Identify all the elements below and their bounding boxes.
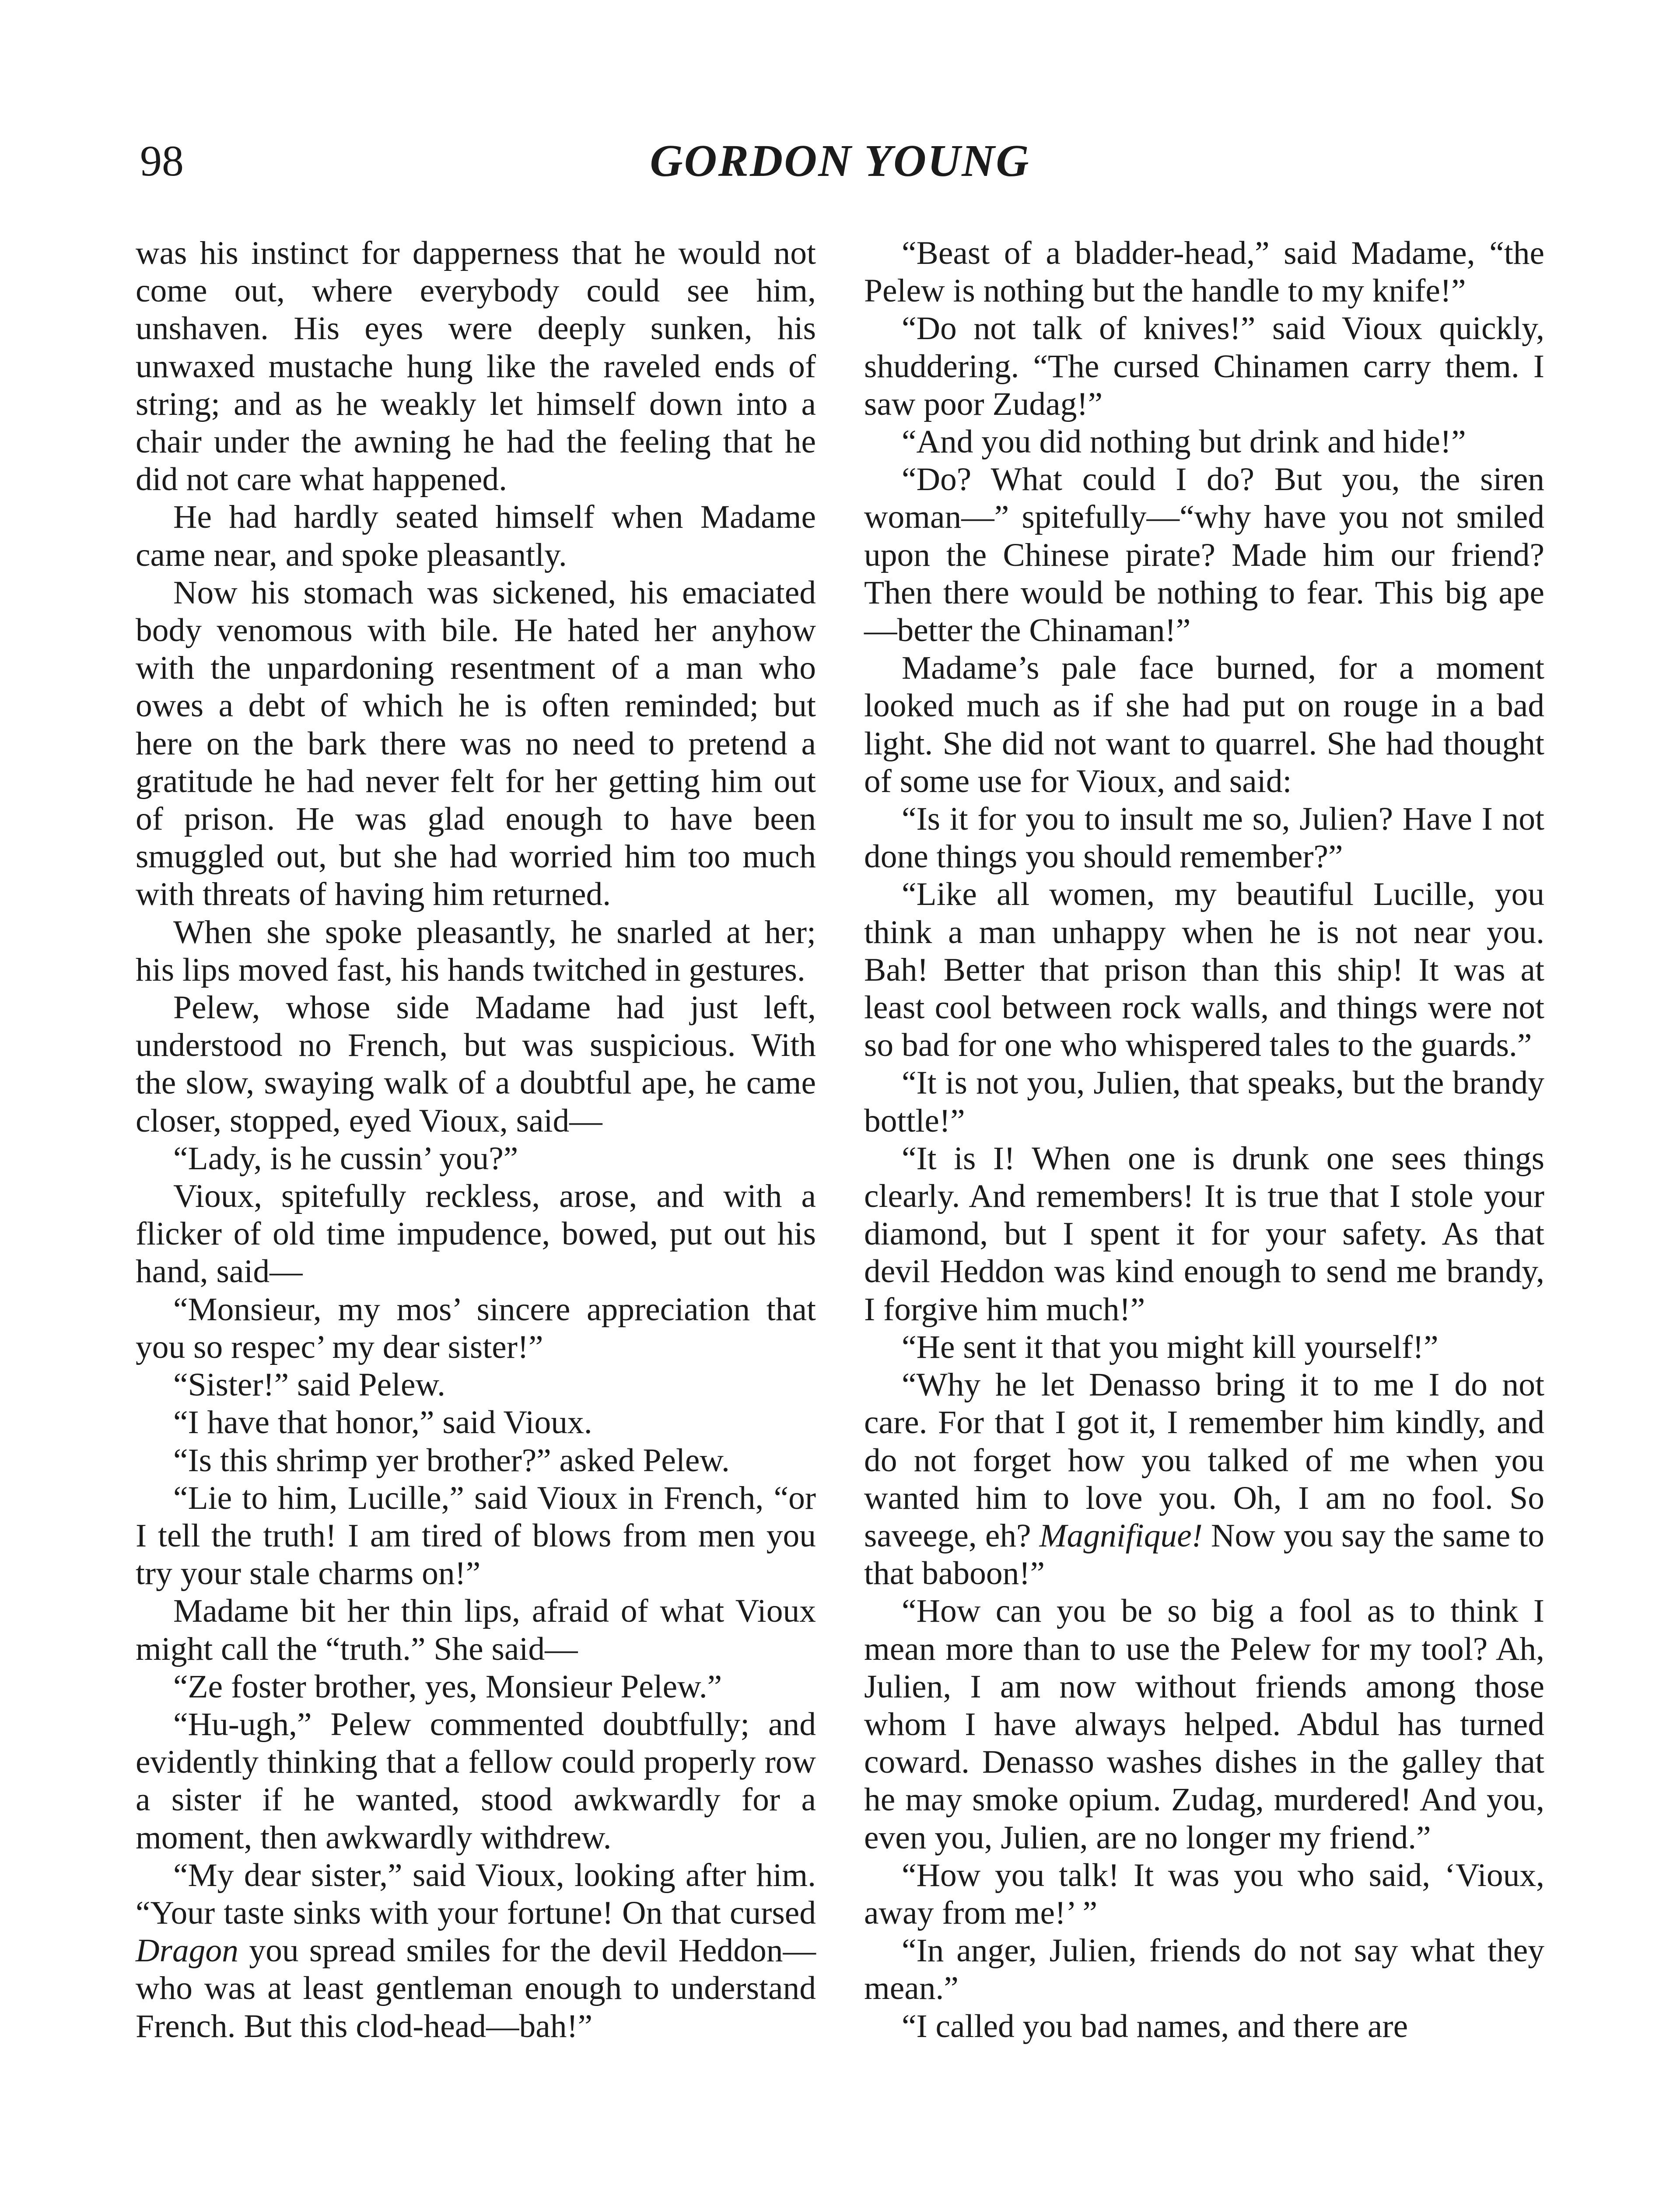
paragraph: “How you talk! It was you who said, ‘Vioux, away from me!’ ” <box>864 1857 1544 1931</box>
paragraph: Madame bit her thin lips, afraid of what Vioux might call the “truth.” She said— <box>136 1593 816 1667</box>
paragraph: “It is not you, Julien, that speaks, but the brandy bottle!” <box>864 1065 1544 1139</box>
paragraph: “I called you bad names, and there are <box>902 2008 1408 2044</box>
paragraph: “Beast of a bladder-head,” said Madame, “the Pelew is nothing but the handle to my knife!” <box>864 235 1544 309</box>
right-column <box>864 235 1544 2045</box>
paragraph: “It is I! When one is drunk one sees things clearly. And remembers! It is true that I stole your diamond, but I spent it for your safety. As that devil Heddon was kind enough to send me brandy, I forgive him much!” <box>864 1140 1544 1328</box>
paragraph: “In anger, Julien, friends do not say what they mean.” <box>864 1932 1544 2007</box>
paragraph: Pelew, whose side Madame had just left, understood no French, but was suspicious. With the slow, swaying walk of a doubtful ape, he came closer, stopped, eyed Vioux, said— <box>136 989 816 1139</box>
paragraph: “Do not talk of knives!” said Vioux quickly, shuddering. “The cursed Chinamen carry them. I saw poor Zudag!” <box>864 310 1544 422</box>
paragraph-text: Now you say the same to that baboon!” <box>864 1517 1544 1592</box>
paragraph: When she spoke pleasantly, he snarled at her; his lips moved fast, his hands twitched in gestures. <box>136 914 816 988</box>
paragraph: “He sent it that you might kill yourself!” <box>902 1329 1438 1365</box>
paragraph: “Is this shrimp yer brother?” asked Pelew. <box>173 1442 730 1479</box>
paragraph: was his instinct for dapperness that he would not come out, where everybody could see him, unshaven. His eyes were deeply sunken, his unwaxed mustache hung like the raveled ends of string; and as he weakly let himself down into a chair under the awning he had the feeling that he did not care what happened. <box>136 235 816 498</box>
paragraph: “And you did nothing but drink and hide!” <box>902 424 1466 460</box>
paragraph: “Ze foster brother, yes, Monsieur Pelew.” <box>173 1668 722 1705</box>
paragraph: “Lady, is he cussin’ you?” <box>173 1140 518 1177</box>
paragraph: “Do? What could I do? But you, the siren woman—” spitefully—“why have you not smiled upon the Chinese pirate? Made him our friend? Then there would be nothing to fear. This big ape—better the Chinaman!” <box>864 461 1544 649</box>
page-number: 98 <box>140 137 184 185</box>
paragraph: “How can you be so big a fool as to think I mean more than to use the Pelew for my tool? Ah, Julien, I am now without friends among those whom I have always helped. Abdul has turned coward. Denasso washes dishes in the galley that he may smoke opium. Zudag, murdered! And you, even you, Julien, are no longer my friend.” <box>864 1593 1544 1856</box>
paragraph-text: “My dear sister,” said Vioux, looking after him. “Your taste sinks with your fortune! On that cursed <box>136 1857 816 1931</box>
paragraph: “Is it for you to insult me so, Julien? Have I not done things you should remember?” <box>864 801 1544 875</box>
running-head: GORDON YOUNG <box>650 136 1030 186</box>
paragraph <box>864 1366 1544 1592</box>
paragraph: He had hardly seated himself when Madame came near, and spoke pleasantly. <box>136 499 816 573</box>
paragraph <box>136 1857 816 2045</box>
paragraph: Vioux, spitefully reckless, arose, and with a flicker of old time impudence, bowed, put out his hand, said— <box>136 1178 816 1290</box>
paragraph-text: you spread smiles for the devil Heddon—who was at least gentleman enough to understand French. But this clod-head—bah!” <box>136 1932 816 2044</box>
paragraph: “Lie to him, Lucille,” said Vioux in French, “or I tell the truth! I am tired of blows from men you try your stale charms on!” <box>136 1480 816 1592</box>
italic-word: Magnifique! <box>1039 1517 1203 1554</box>
paragraph: “I have that honor,” said Vioux. <box>173 1404 592 1441</box>
paragraph: Madame’s pale face burned, for a moment looked much as if she had put on rouge in a bad light. She did not want to quarrel. She had thought of some use for Vioux, and said: <box>864 650 1544 799</box>
paragraph: “Monsieur, my mos’ sincere appreciation that you so respec’ my dear sister!” <box>136 1291 816 1365</box>
paragraph: “Hu-ugh,” Pelew commented doubtfully; and evidently thinking that a fellow could properly row a sister if he wanted, stood awkwardly for a moment, then awkwardly withdrew. <box>136 1706 816 1856</box>
paragraph: Now his stomach was sickened, his emaciated body venomous with bile. He hated her anyhow with the unpardoning resentment of a man who owes a debt of which he is often reminded; but here on the bark there was no need to pretend a gratitude he had never felt for her getting him out of prison. He was glad enough to have been smuggled out, but she had worried him too much with threats of having him returned. <box>136 574 816 913</box>
paragraph: “Sister!” said Pelew. <box>173 1367 445 1403</box>
paragraph: “Like all women, my beautiful Lucille, you think a man unhappy when he is not near you. Bah! Better that prison than this ship! It was at least cool between rock walls, and things were not so bad for one who whispered tales to the guards.” <box>864 876 1544 1064</box>
left-column <box>136 235 816 2045</box>
italic-word: Dragon <box>136 1932 238 1969</box>
paragraph-text: “Why he let Denasso bring it to me I do not care. For that I got it, I remember him kindly, and do not forget how you talked of me when you wanted him to love you. Oh, I am no fool. So saveege, eh? <box>864 1367 1544 1554</box>
